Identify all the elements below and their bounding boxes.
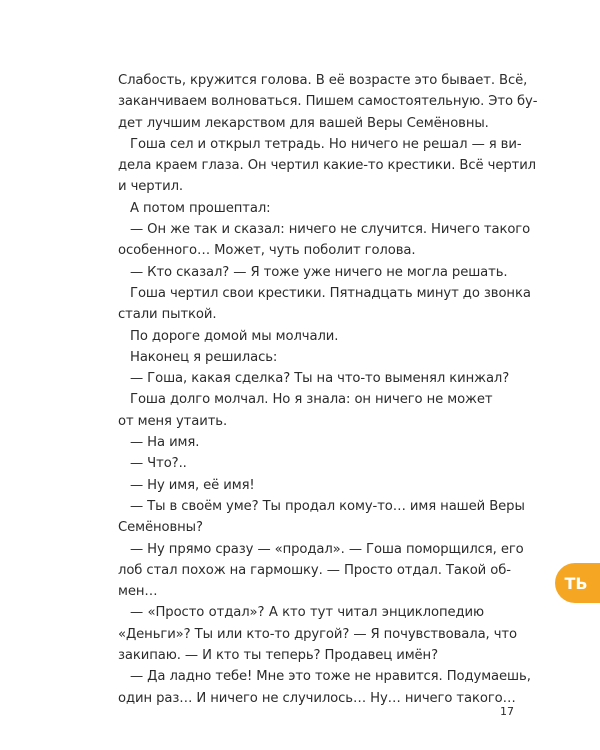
text-line: мен… [118, 584, 158, 600]
text-line: один раз… И ничего не случилось… Ну… ничего такого… [118, 690, 516, 706]
text-line: и чертил. [118, 179, 184, 195]
text-line: — Ты в своём уме? Ты продал кому-то… имя нашей Веры [130, 498, 525, 514]
text-line: — Да ладно тебе! Мне это тоже не нравится. Подумаешь, [130, 669, 531, 685]
chapter-tab-label: ТЬ [564, 573, 588, 593]
body-text [118, 70, 538, 709]
text-line: закипаю. — И кто ты теперь? Продавец имён? [118, 648, 438, 664]
text-line: — На имя. [130, 435, 200, 451]
text-line: Гоша сел и открыл тетрадь. Но ничего не решал — я ви- [130, 136, 522, 152]
text-line: Слабость, кружится голова. В её возрасте это бывает. Всё, [118, 73, 528, 88]
text-line: дела краем глаза. Он чертил какие-то крестики. Всё чертил [118, 158, 536, 174]
text-line: заканчиваем волноваться. Пишем самостоятельную. Это бу- [118, 94, 538, 110]
text-line: — Ну прямо сразу — «продал». — Гоша поморщился, его [130, 541, 524, 557]
text-line: лоб стал похож на гармошку. — Просто отдал. Такой об- [118, 562, 511, 578]
text-line: А потом прошептал: [130, 200, 271, 216]
text-line: — Что?.. [130, 456, 187, 472]
text-line: «Деньги»? Ты или кто-то другой? — Я почувствовала, что [118, 626, 517, 642]
text-line: Гоша чертил свои крестики. Пятнадцать минут до звонка [130, 285, 531, 301]
text-line: — Он же так и сказал: ничего не случится. Ничего такого [130, 222, 531, 238]
text-line: Наконец я решилась: [130, 349, 278, 365]
text-line: стали пыткой. [118, 307, 217, 323]
text-line: Семёновны? [118, 520, 203, 536]
text-line: от меня утаить. [118, 413, 228, 429]
text-line: — «Просто отдал»? А кто тут читал энциклопедию [130, 605, 484, 621]
text-line: По дороге домой мы молчали. [130, 328, 339, 344]
text-line: — Ну имя, её имя! [130, 477, 255, 493]
text-line: дет лучшим лекарством для вашей Веры Семёновны. [118, 115, 489, 131]
chapter-tab [555, 563, 600, 603]
text-line: Гоша долго молчал. Но я знала: он ничего не может [130, 392, 493, 408]
page-number: 17 [500, 705, 514, 718]
text-line: — Гоша, какая сделка? Ты на что-то выменял кинжал? [130, 371, 510, 387]
text-line: — Кто сказал? — Я тоже уже ничего не могла решать. [130, 264, 508, 280]
text-line: особенного… Может, чуть поболит голова. [118, 243, 416, 259]
